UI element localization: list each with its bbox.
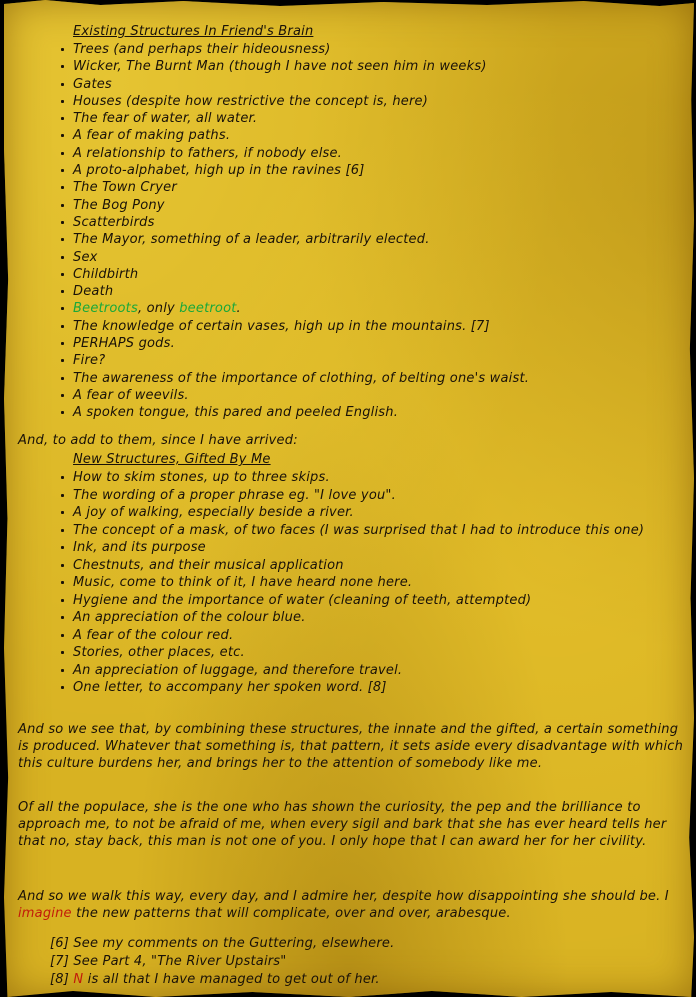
existing-structure-item: Death bbox=[60, 283, 529, 300]
new-structure-item: The wording of a proper phrase eg. "I love you". bbox=[60, 487, 683, 505]
existing-structure-item: Wicker, The Burnt Man (though I have not seen him in weeks) bbox=[60, 58, 529, 75]
existing-structure-item: The Bog Pony bbox=[60, 197, 529, 214]
existing-structure-item: Scatterbirds bbox=[60, 214, 529, 231]
existing-structures-heading: Existing Structures In Friend's Brain bbox=[73, 24, 314, 39]
new-structure-item: One letter, to accompany her spoken word. [8] bbox=[60, 679, 683, 697]
paragraph-combining-structures: And so we see that, by combining these structures, the innate and the gifted, a certain something is produced. Whatever that something is, that pattern, it sets aside every disadvantage with which this culture burdens her, and brings her to the attention of somebody like me. bbox=[18, 722, 684, 772]
existing-structure-item: A spoken tongue, this pared and peeled English. bbox=[60, 404, 529, 421]
existing-structure-item: A proto-alphabet, high up in the ravines [6] bbox=[60, 162, 529, 179]
paragraph-walk-before: And so we walk this way, every day, and I admire her, despite how disappointing she should be. I bbox=[18, 889, 669, 904]
paragraph-walk-after: the new patterns that will complicate, over and over, arabesque. bbox=[71, 906, 511, 922]
existing-structure-item: PERHAPS gods. bbox=[60, 335, 529, 352]
new-structure-item: A joy of walking, especially beside a river. bbox=[60, 504, 683, 522]
paragraph-walk bbox=[18, 888, 686, 922]
existing-structure-item: A fear of making paths. bbox=[60, 127, 529, 144]
existing-structure-item: The fear of water, all water. bbox=[60, 110, 529, 127]
existing-structure-item: The knowledge of certain vases, high up in the mountains. [7] bbox=[60, 318, 529, 335]
new-structure-item: An appreciation of luggage, and therefore travel. bbox=[60, 662, 683, 680]
paragraph-populace: Of all the populace, she is the one who has shown the curiosity, the pep and the brilliance to approach me, to not be afraid of me, when every sigil and bark that she has ever heard tells her that no, stay back, this man is not one of you. I only hope that I can award her for her civility. bbox=[18, 800, 667, 850]
beetroot-text: , only bbox=[137, 301, 180, 317]
new-structure-item: A fear of the colour red. bbox=[60, 627, 683, 645]
existing-structure-item: A relationship to fathers, if nobody else. bbox=[60, 145, 529, 162]
footnote-8 bbox=[50, 971, 394, 989]
transition-line: And, to add to them, since I have arrived: bbox=[18, 433, 298, 448]
new-structure-item: Ink, and its purpose bbox=[60, 539, 683, 557]
existing-structure-item: A fear of weevils. bbox=[60, 387, 529, 404]
existing-structure-item: Childbirth bbox=[60, 266, 529, 283]
new-structure-item: Stories, other places, etc. bbox=[60, 644, 683, 662]
beetroot-highlight: Beetroots bbox=[73, 301, 138, 317]
beetroot-highlight: beetroot bbox=[179, 301, 237, 317]
existing-structure-item: Fire? bbox=[60, 352, 529, 369]
footnote-7: [7] See Part 4, "The River Upstairs" bbox=[50, 954, 287, 969]
existing-structure-item: The awareness of the importance of clothing, of belting one's waist. bbox=[60, 370, 529, 387]
existing-structure-item: The Mayor, something of a leader, arbitrarily elected. bbox=[60, 231, 529, 248]
existing-structure-item: Sex bbox=[60, 249, 529, 266]
footnote-8-rest: is all that I have managed to get out of her. bbox=[83, 972, 380, 987]
new-structure-item: How to skim stones, up to three skips. bbox=[60, 469, 683, 487]
existing-structures-list bbox=[60, 41, 529, 422]
footnote-8-prefix: [8] bbox=[50, 972, 74, 987]
footnote-6: [6] See my comments on the Guttering, elsewhere. bbox=[50, 936, 395, 951]
imagine-highlight: imagine bbox=[18, 906, 72, 922]
existing-structure-item bbox=[60, 300, 529, 317]
existing-structure-item: Houses (despite how restrictive the concept is, here) bbox=[60, 93, 529, 110]
footnotes bbox=[50, 935, 394, 989]
existing-structure-item: The Town Cryer bbox=[60, 179, 529, 196]
existing-structure-item: Trees (and perhaps their hideousness) bbox=[60, 41, 529, 58]
new-structure-item: Music, come to think of it, I have heard none here. bbox=[60, 574, 683, 592]
existing-structure-item: Gates bbox=[60, 76, 529, 93]
new-structure-item: An appreciation of the colour blue. bbox=[60, 609, 683, 627]
footnote-8-letter: N bbox=[73, 972, 84, 987]
new-structure-item: Chestnuts, and their musical application bbox=[60, 557, 683, 575]
new-structures-heading: New Structures, Gifted By Me bbox=[73, 452, 271, 467]
new-structure-item: Hygiene and the importance of water (cleaning of teeth, attempted) bbox=[60, 592, 683, 610]
new-structure-item: The concept of a mask, of two faces (I was surprised that I had to introduce this one) bbox=[60, 522, 683, 540]
beetroot-text: . bbox=[236, 301, 241, 317]
new-structures-list bbox=[60, 469, 683, 697]
